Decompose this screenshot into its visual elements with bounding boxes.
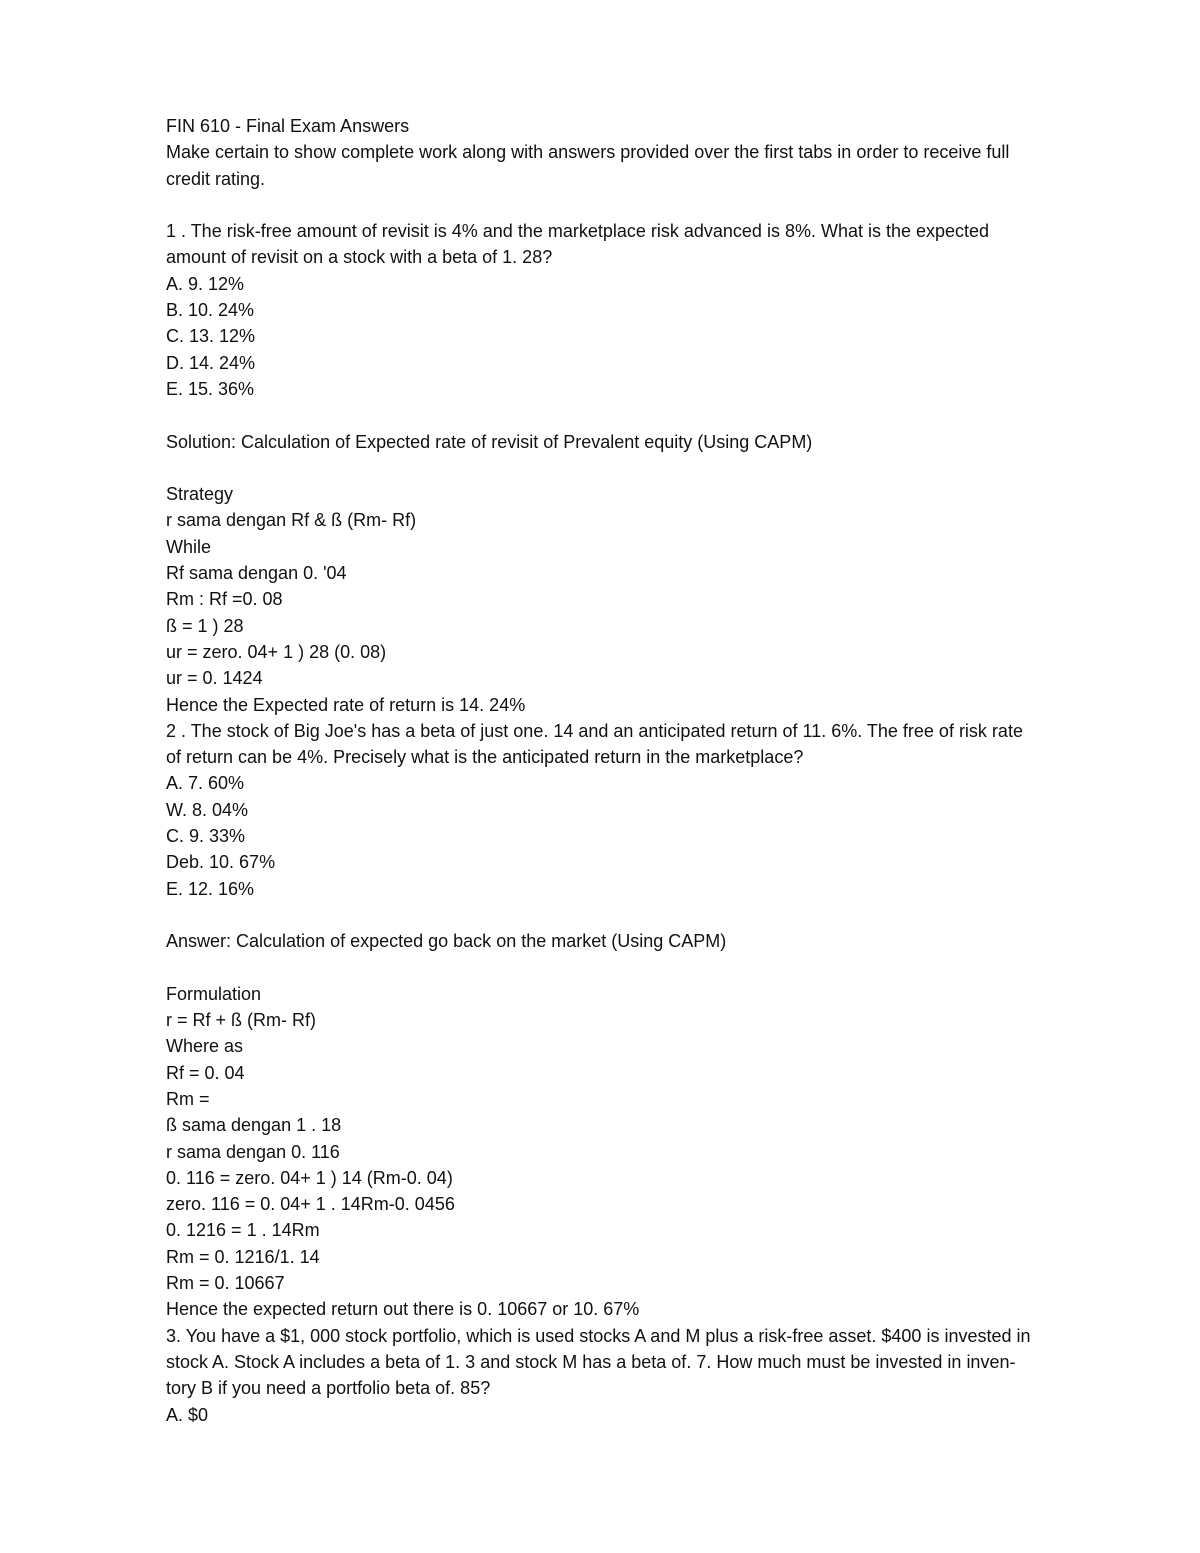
q2-calc-step-3: 0. 1216 = 1 . 14Rm: [166, 1220, 320, 1241]
q2-conclusion: Hence the expected return out there is 0. 10667 or 10. 67%: [166, 1299, 640, 1320]
blank-line: [166, 902, 1126, 928]
question-1-line-1: 1 . The risk-free amount of revisit is 4% and the marketplace risk advanced is 8%. What is the expected: [166, 221, 990, 242]
q1-premium-value: Rm : Rf =0. 08: [166, 589, 283, 610]
q1-rf-value: Rf sama dengan 0. '04: [166, 563, 347, 584]
q2-option-e: E. 12. 16%: [166, 878, 255, 899]
q2-option-a: A. 7. 60%: [166, 773, 245, 794]
q1-option-b: B. 10. 24%: [166, 300, 255, 321]
instruction-line-2: credit rating.: [166, 168, 266, 189]
blank-line: [166, 192, 1126, 218]
q1-option-c: C. 13. 12%: [166, 326, 256, 347]
q2-rm-label: Rm =: [166, 1088, 210, 1109]
question-2-line-1: 2 . The stock of Big Joe's has a beta of just one. 14 and an anticipated return of 11. 6%. The free of risk rate: [166, 720, 1023, 741]
q2-calc-step-2: zero. 116 = 0. 04+ 1 . 14Rm-0. 0456: [166, 1194, 455, 1215]
q1-option-a: A. 9. 12%: [166, 273, 245, 294]
q1-conclusion: Hence the Expected rate of return is 14. 24%: [166, 694, 526, 715]
q2-r-value: r sama dengan 0. 116: [166, 1141, 340, 1162]
document-title: FIN 610 - Final Exam Answers: [166, 116, 410, 136]
q2-rf-value: Rf = 0. 04: [166, 1062, 245, 1083]
question-3-line-2: stock A. Stock A includes a beta of 1. 3 and stock M has a beta of. 7. How much must be invested in inven-: [166, 1351, 1016, 1372]
q2-formulation-label: Formulation: [166, 983, 262, 1004]
blank-line: [166, 402, 1126, 428]
q1-formula: r sama dengan Rf & ß (Rm- Rf): [166, 510, 417, 531]
instruction-line-1: Make certain to show complete work along with answers provided over the first tabs in order to receive full: [166, 142, 1010, 163]
blank-line: [166, 955, 1126, 981]
question-3-line-3: tory B if you need a portfolio beta of. 85?: [166, 1378, 491, 1399]
q1-while-label: While: [166, 536, 212, 557]
document-body: [166, 113, 1126, 1428]
q2-option-d: Deb. 10. 67%: [166, 852, 276, 873]
q1-calculation: ur = zero. 04+ 1 ) 28 (0. 08): [166, 641, 387, 662]
q2-where-label: Where as: [166, 1036, 244, 1057]
q2-beta-value: ß sama dengan 1 . 18: [166, 1115, 342, 1136]
q2-option-b: W. 8. 04%: [166, 799, 249, 820]
q2-formula: r = Rf + ß (Rm- Rf): [166, 1010, 316, 1031]
q2-option-c: C. 9. 33%: [166, 826, 246, 847]
q2-calc-result: Rm = 0. 10667: [166, 1273, 285, 1294]
q1-strategy-label: Strategy: [166, 484, 234, 505]
q1-option-d: D. 14. 24%: [166, 352, 256, 373]
q2-answer-heading: Answer: Calculation of expected go back on the market (Using CAPM): [166, 931, 727, 952]
q3-option-a: A. $0: [166, 1404, 209, 1425]
q1-solution-heading: Solution: Calculation of Expected rate of revisit of Prevalent equity (Using CAPM): [166, 431, 813, 452]
blank-line: [166, 455, 1126, 481]
q1-result: ur = 0. 1424: [166, 668, 263, 689]
question-1-line-2: amount of revisit on a stock with a beta of 1. 28?: [166, 247, 553, 268]
q2-calc-step-1: 0. 116 = zero. 04+ 1 ) 14 (Rm-0. 04): [166, 1167, 453, 1188]
q1-option-e: E. 15. 36%: [166, 378, 255, 399]
q1-beta-value: ß = 1 ) 28: [166, 615, 244, 636]
question-3-line-1: 3. You have a $1, 000 stock portfolio, which is used stocks A and M plus a risk-free asset. $400 is invested in: [166, 1325, 1031, 1346]
q2-calc-step-4: Rm = 0. 1216/1. 14: [166, 1246, 320, 1267]
question-2-line-2: of return can be 4%. Precisely what is the anticipated return in the marketplace?: [166, 747, 804, 768]
